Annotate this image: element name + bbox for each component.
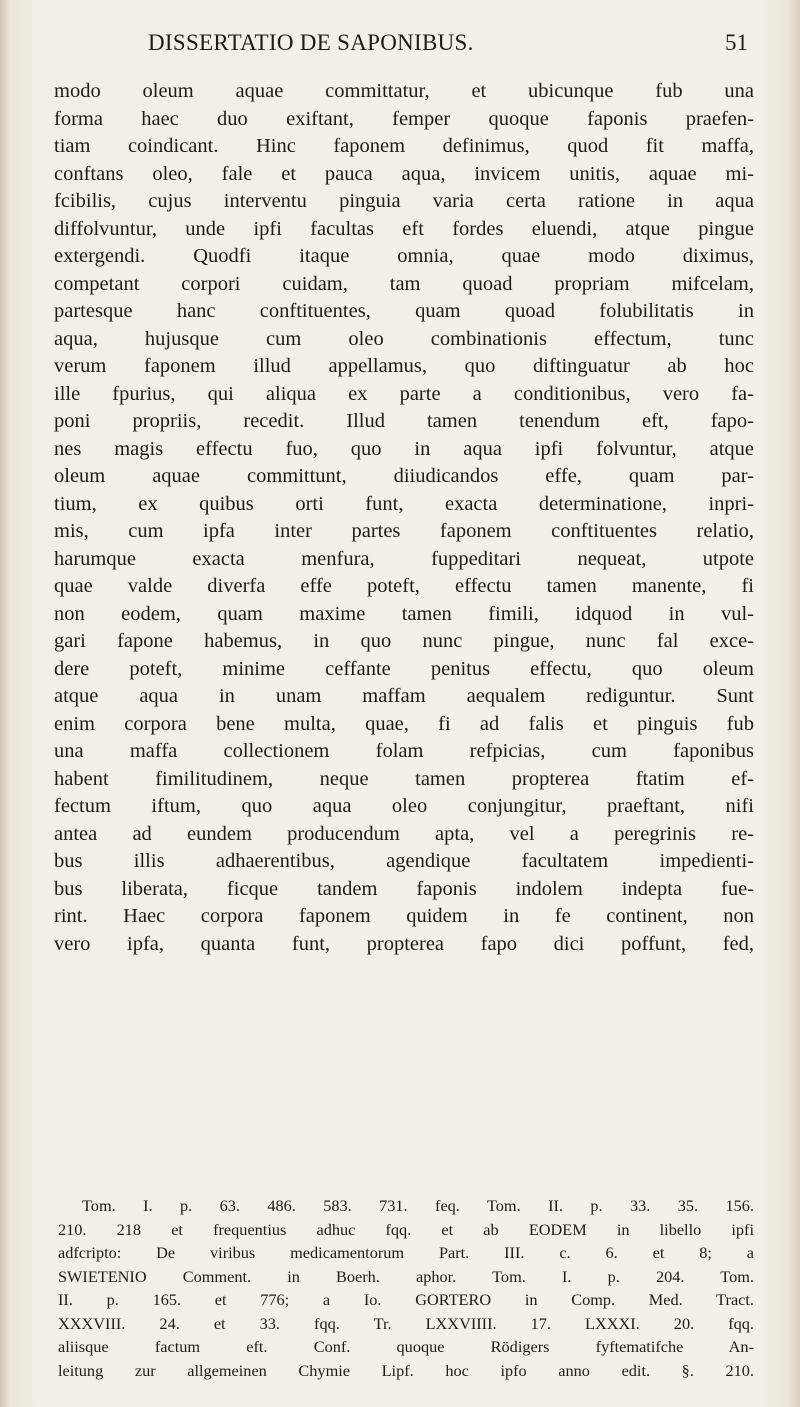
text-line: poni propriis, recedit. Illud tamen tenendum eft, fapo- bbox=[54, 410, 754, 432]
text-line: tiam coindicant. Hinc faponem definimus, quod fit maffa, bbox=[54, 135, 754, 157]
text-line: forma haec duo exiftant, femper quoque faponis praefen- bbox=[54, 107, 754, 130]
text-line: fcibilis, cujus interventu pinguia varia certa ratione in aqua bbox=[54, 190, 754, 212]
text-line: gari fapone habemus, in quo nunc pingue, nunc fal exce- bbox=[54, 630, 754, 652]
text-line: mis, cum ipfa inter partes faponem conftituentes relatio, bbox=[54, 520, 754, 542]
text-line: quae valde diverfa effe poteft, effectu tamen manente, fi bbox=[54, 575, 754, 597]
text-line: fectum iftum, quo aqua oleo conjungitur, praeftant, nifi bbox=[54, 795, 754, 817]
text-line: non eodem, quam maxime tamen fimili, idquod in vul- bbox=[54, 602, 754, 625]
text-line: habent fimilitudinem, neque tamen propterea ftatim ef- bbox=[54, 767, 754, 790]
footnote-line: adfcripto: De viribus medicamentorum Part. III. c. 6. et 8; a bbox=[58, 1243, 754, 1262]
running-head: DISSERTATIO DE SAPONIBUS. bbox=[148, 30, 474, 55]
footnotes bbox=[58, 1194, 754, 1382]
text-line: harumque exacta menfura, fuppeditari nequeat, utpote bbox=[54, 547, 754, 570]
text-line: bus liberata, ficque tandem faponis indolem indepta fue- bbox=[54, 877, 754, 900]
text-line: dere poteft, minime ceffante penitus effectu, quo oleum bbox=[54, 657, 754, 680]
page-header bbox=[148, 30, 748, 70]
text-line: rint. Haec corpora faponem quidem in fe continent, non bbox=[54, 905, 754, 927]
text-line: aqua, hujusque cum oleo combinationis effectum, tunc bbox=[54, 327, 754, 350]
text-line: vero ipfa, quanta funt, propterea fapo dici poffunt, fed, bbox=[54, 932, 754, 955]
text-line: oleum aquae committunt, diiudicandos effe, quam par- bbox=[54, 465, 754, 487]
text-line: enim corpora bene multa, quae, fi ad falis et pinguis fub bbox=[54, 712, 754, 735]
footnote-line: XXXVIII. 24. et 33. fqq. Tr. LXXVIIII. 17. LXXXI. 20. fqq. bbox=[58, 1313, 754, 1333]
footnote-line: SWIETENIO Comment. in Boerh. aphor. Tom. I. p. 204. Tom. bbox=[58, 1266, 754, 1286]
text-line: competant corpori cuidam, tam quoad propriam mifcelam, bbox=[54, 272, 754, 295]
page-number: 51 bbox=[725, 30, 748, 55]
text-line: modo oleum aquae committatur, et ubicunque fub una bbox=[54, 80, 754, 102]
footnote-line: 210. 218 et frequentius adhuc fqq. et ab EODEM in libello ipfi bbox=[58, 1219, 754, 1239]
footnote-line: II. p. 165. et 776; a Io. GORTERO in Comp. Med. Tract. bbox=[58, 1290, 754, 1309]
text-line: bus illis adhaerentibus, agendique facultatem impedienti- bbox=[54, 850, 754, 872]
footnote-line: aliisque factum eft. Conf. quoque Rödigers fyftematifche An- bbox=[58, 1337, 754, 1356]
binding-shadow bbox=[0, 0, 10, 1407]
text-line: antea ad eundem producendum apta, vel a peregrinis re- bbox=[54, 822, 754, 845]
text-line: nes magis effectu fuo, quo in aqua ipfi folvuntur, atque bbox=[54, 437, 754, 460]
main-text bbox=[54, 78, 754, 958]
text-line: atque aqua in unam maffam aequalem rediguntur. Sunt bbox=[54, 685, 754, 707]
text-line: ille fpurius, qui aliqua ex parte a conditionibus, vero fa- bbox=[54, 382, 754, 405]
text-line: extergendi. Quodfi itaque omnia, quae modo diximus, bbox=[54, 245, 754, 267]
text-line: tium, ex quibus orti funt, exacta determinatione, inpri- bbox=[54, 492, 754, 515]
text-line: verum faponem illud appellamus, quo diftinguatur ab hoc bbox=[54, 355, 754, 377]
text-line: diffolvuntur, unde ipfi facultas eft fordes eluendi, atque pingue bbox=[54, 217, 754, 240]
footnote-line: leitung zur allgemeinen Chymie Lipf. hoc ipfo anno edit. §. 210. bbox=[58, 1360, 754, 1380]
text-line: partesque hanc conftituentes, quam quoad folubilitatis in bbox=[54, 300, 754, 322]
page-edge-shadow bbox=[786, 0, 800, 1407]
text-line: una maffa collectionem folam refpicias, cum faponibus bbox=[54, 740, 754, 762]
footnote-line: Tom. I. p. 63. 486. 583. 731. feq. Tom. II. p. 33. 35. 156. bbox=[82, 1196, 754, 1215]
text-line: conftans oleo, fale et pauca aqua, invicem unitis, aquae mi- bbox=[54, 162, 754, 185]
